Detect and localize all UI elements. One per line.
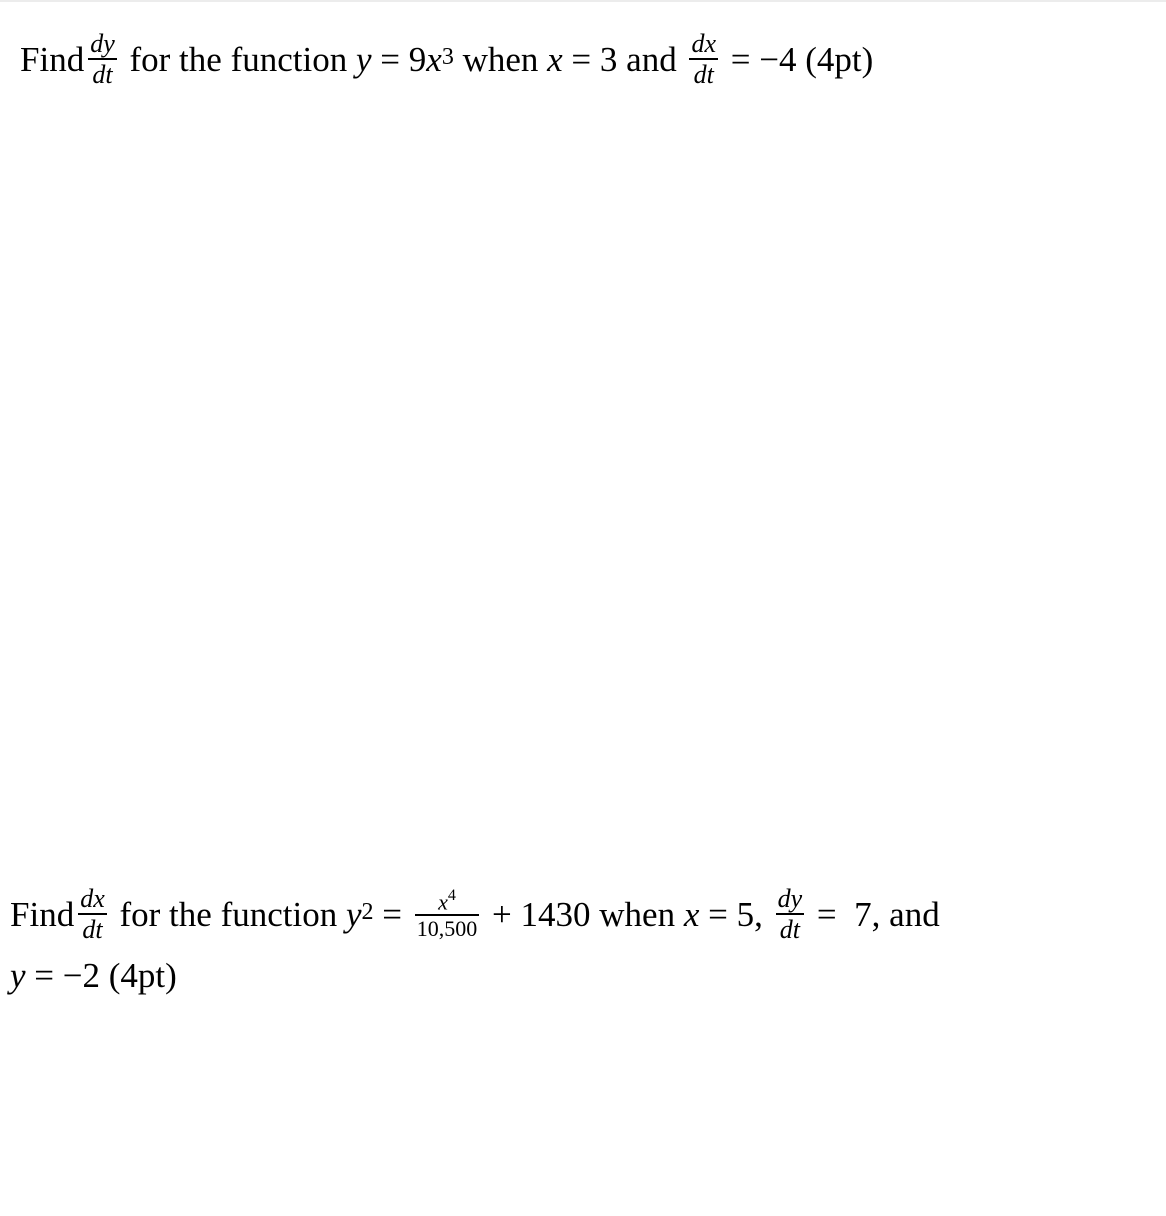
coefficient: 9 — [408, 39, 427, 79]
problem-text: for the function — [110, 894, 346, 934]
exponent: 3 — [441, 44, 454, 71]
y-condition-text: = −2 (4pt) — [25, 955, 177, 995]
equals-sign: = — [371, 39, 409, 79]
dy-dt-fraction — [88, 30, 117, 89]
fraction-numerator: dx — [691, 29, 716, 58]
equals-sign: = — [373, 894, 411, 934]
problem-2 — [10, 885, 940, 993]
variable-x-condition: x — [547, 39, 563, 79]
variable-y: y — [10, 955, 26, 995]
numerator-variable: x — [438, 888, 448, 914]
problem-1-line — [20, 30, 873, 89]
condition-text: = 5, — [699, 894, 772, 934]
variable-x-condition: x — [683, 894, 700, 934]
fraction-denominator: 10,500 — [416, 915, 478, 941]
variable-x: x — [426, 39, 442, 79]
equals-sign: = — [722, 39, 760, 79]
fraction-numerator: dy — [90, 29, 115, 58]
problem-2-line-1 — [10, 885, 940, 944]
rate-condition-text: = 7, and — [808, 894, 940, 934]
problem-text: for the function — [120, 39, 356, 79]
fraction-numerator: dx — [80, 884, 105, 913]
condition-text: = 3 and — [562, 39, 686, 79]
problem-2-line-2 — [10, 955, 940, 995]
problem-text-when: when — [453, 39, 548, 79]
dx-dt-fraction — [78, 885, 107, 944]
fraction-denominator: dt — [82, 915, 103, 945]
fraction-numerator: dy — [777, 884, 803, 913]
variable-y: y — [355, 39, 372, 79]
fraction-denominator: dt — [693, 60, 714, 90]
dx-dt-fraction — [689, 30, 718, 89]
fraction-numerator — [436, 886, 458, 914]
problem-1 — [20, 30, 873, 89]
x4-over-10500-fraction — [415, 886, 480, 941]
fraction-denominator: dt — [779, 915, 801, 945]
find-word: Find — [10, 894, 75, 934]
problem-text-when: + 1430 when — [483, 894, 684, 934]
top-rule — [0, 0, 1166, 2]
fraction-denominator: dt — [92, 60, 113, 90]
rate-value: −4 (4pt) — [759, 39, 874, 79]
variable-y: y — [345, 894, 362, 934]
find-word: Find — [20, 39, 85, 79]
numerator-exponent: 4 — [447, 886, 456, 904]
exponent: 2 — [361, 899, 374, 926]
dy-dt-fraction — [776, 885, 805, 944]
